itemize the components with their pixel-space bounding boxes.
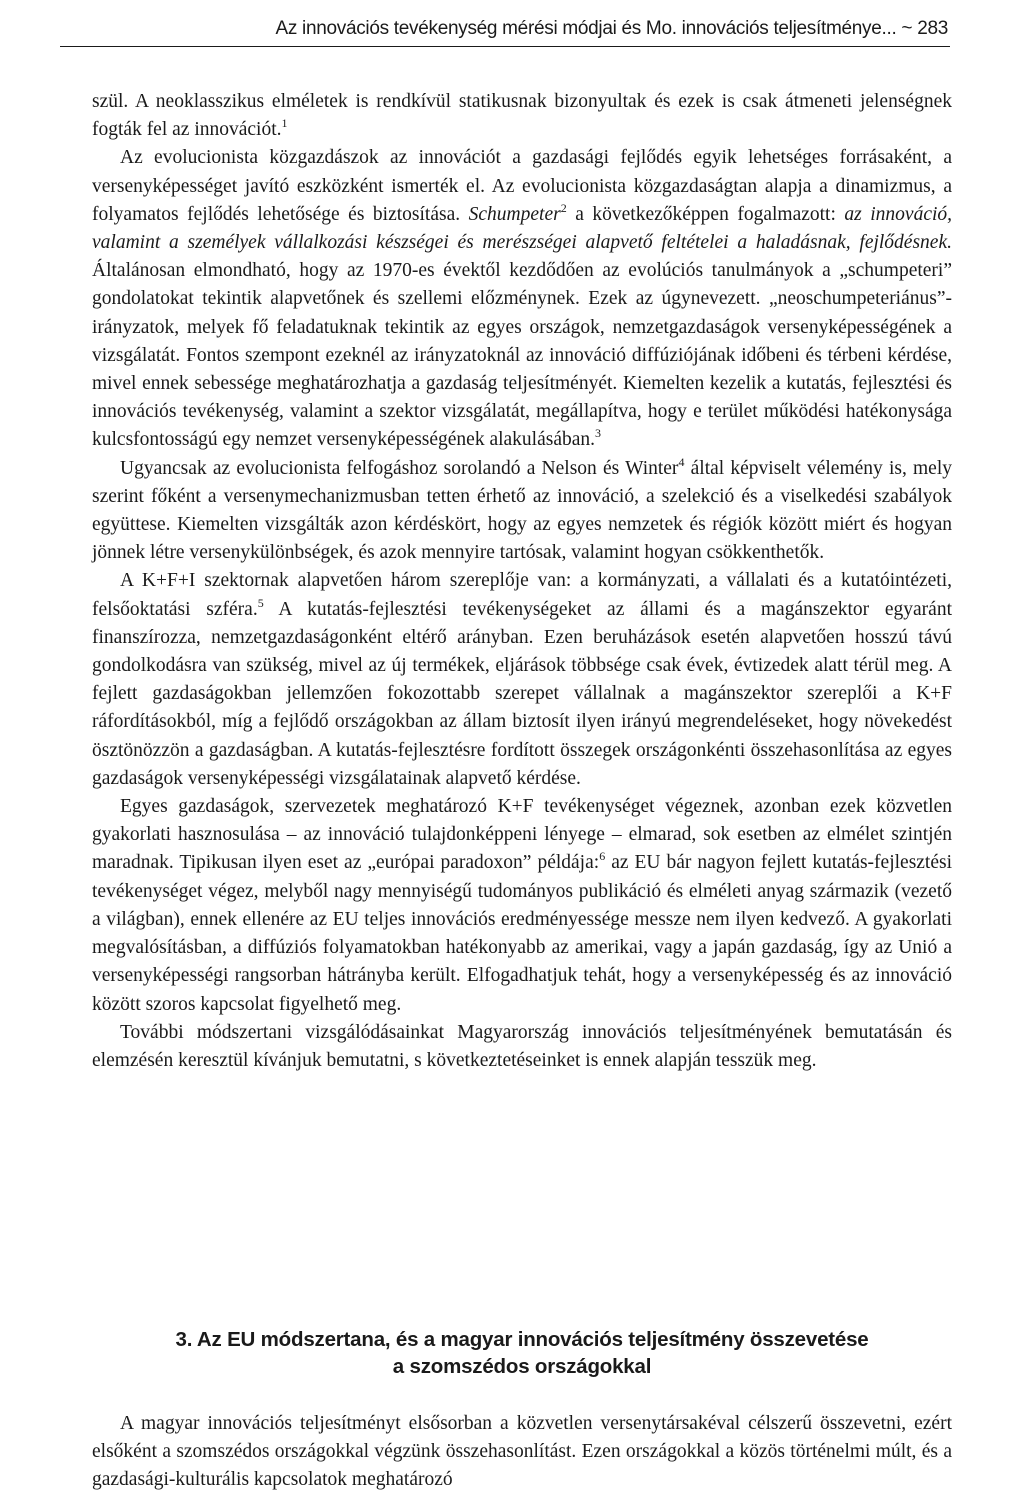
header-rule bbox=[60, 46, 950, 47]
paragraph-2 bbox=[92, 144, 952, 454]
running-header bbox=[60, 18, 948, 40]
paragraph-1 bbox=[92, 88, 952, 144]
author-schumpeter: Schumpeter bbox=[468, 203, 561, 225]
page-number: 283 bbox=[917, 18, 948, 39]
paragraph-2-text-b: a következőképpen fogalmazott: bbox=[575, 203, 836, 225]
section-heading-line-2: a szomszédos országokkal bbox=[392, 1355, 652, 1378]
paragraph-4-text-b: A kutatás-fejlesztési tevékenységeket az állami és a magánszektor egyaránt finanszírozza, nemzetgazdaságonként eltérő arányban. Ezen beruházások esetén alapvetően hosszú távú gondolkodásra van szükség, mivel az új termékek, eljárások többsége csak évek, évtizedek alatt térül meg. A fejlett gazdaságokban jellemzően fokozottabb szerepet vállalnak a magánszektor szereplői a K+F ráfordításokból, míg a fejlődő országokban az állam biztosít ilyen irányú megrendeléseket, hogy növekedést ösztönözzön a gazdaságban. A kutatás-fejlesztésre fordított összegek országonkénti összehasonlítása az egyes gazdaságok versenyképességi vizsgálatainak alapvető kérdése. bbox=[92, 598, 953, 789]
paragraph-4 bbox=[92, 567, 952, 793]
footnote-ref-1: 1 bbox=[281, 116, 288, 131]
paragraph-5-text-b: az EU bár nagyon fejlett kutatás-fejlesztési tevékenységet végez, melyből nagy mennyiségű tudományos publikáció és elméleti anyag származik (vezető a világban), ennek ellenére az EU teljes innovációs eredményessége messze nem ilyen kedvező. A gyakorlati megvalósításban, a diffúziós folyamatokban hatékonyabb az amerikai, vagy a japán gazdaság, így az Unió a versenyképességi rangsorban hátrányba került. Elfogadhatjuk tehát, hogy a versenyképesség és az innováció között szoros kapcsolat figyelhető meg. bbox=[92, 852, 953, 1015]
paragraph-7: A magyar innovációs teljesítményt elsősorban a közvetlen versenytársakéval célszerű összevetni, ezért elsőként a szomszédos országokkal végzünk összehasonlítást. Ezen országokkal a közös történelmi múlt, és a gazdasági-kulturális kapcsolatok meghatározó bbox=[92, 1413, 952, 1491]
paragraph-5-text-a: Egyes gazdaságok, szervezetek meghatározó K+F tevékenységet végeznek, azonban ezek közvetlen gyakorlati hasznosulása – az innováció tulajdonképpeni lényege – elmarad, sok esetben az elmélet szintjén maradnak. Tipikusan ilyen eset az „európai paradoxon” példája: bbox=[92, 796, 952, 874]
paragraph-6: További módszertani vizsgálódásainkat Magyarország innovációs teljesítményének bemutatásán és elemzésén keresztül kívánjuk bemutatni, s következtetéseinket is ennek alapján tesszük meg. bbox=[92, 1021, 952, 1071]
paragraph-4-text-a: A K+F+I szektornak alapvetően három szereplője van: a kormányzati, a vállalati és a kutatóintézeti, felsőoktatási szféra. bbox=[92, 570, 952, 620]
section-body bbox=[92, 1410, 952, 1495]
paragraph-3-text-a: Ugyancsak az evolucionista felfogáshoz sorolandó a Nelson és Winter bbox=[120, 457, 679, 479]
paragraph-3-text-b: által képviselt vélemény is, mely szerint főként a versenymechanizmusban tetten érhető az innováció, a szelekció és a viselkedési szabályok együttese. Kiemelten vizsgálták azon kérdéskört, hogy az egyes nemzetek és régiók között miért és hogyan jönnek létre versenykülönbségek, és azok mennyire tartósak, valamint hogyan csökkenthetők. bbox=[92, 457, 953, 564]
schumpeter-quote: az innováció, valamint a személyek vállalkozási készségei és merészségei alapvető feltételei a haladásnak, fejlődésnek. bbox=[92, 203, 953, 254]
paragraph-3 bbox=[92, 455, 952, 568]
footnote-ref-3: 3 bbox=[595, 426, 602, 441]
section-heading-line-1: 3. Az EU módszertana, és a magyar innovációs teljesítmény összevetése bbox=[175, 1328, 869, 1351]
footnote-ref-4: 4 bbox=[678, 454, 685, 469]
footnote-ref-2: 2 bbox=[560, 200, 567, 215]
header-separator: ~ bbox=[901, 18, 913, 39]
paragraph-1-text: szül. A neoklasszikus elméletek is rendkívül statikusnak bizonyultak és ezek is csak átmeneti jelenségnek fogták fel az innovációt. bbox=[92, 91, 952, 141]
running-title: Az innovációs tevékenység mérési módjai és Mo. innovációs teljesítménye... bbox=[275, 18, 897, 39]
paragraph-2-text-a: Az evolucionista közgazdászok az innovációt a gazdasági fejlődés egyik lehetséges forrásaként, a versenyképességet javító eszközként ismerték el. Az evolucionista közgazdaságtan alapja a dinamizmus, a folyamatos fejlődés lehetősége és biztosítása. bbox=[92, 147, 952, 225]
paragraph-5 bbox=[92, 793, 952, 1019]
section-heading bbox=[92, 1326, 952, 1380]
footnote-ref-5: 5 bbox=[257, 595, 264, 610]
paragraph-2-text-c: Általánosan elmondható, hogy az 1970-es évektől kezdődően az evolúciós tanulmányok a „schumpeteri” gondolatokat tekintik alapvetőnek és szellemi előzménynek. Ezek az úgynevezett. „neoschumpeteriánus”-irányzatok, melyek fő feladatuknak tekintik az egyes országok, nemzetgazdaságok versenyképességének a vizsgálatát. Fontos szempont ezeknél az irányzatoknál az innováció diffúziójának időbeni és térbeni kérdése, mivel ennek sebessége meghatározhatja a gazdaság teljesítményét. Kiemelten kezelik a kutatás, fejlesztési és innovációs tevékenység, valamint a szektor vizsgálatát, megállapítva, hogy e terület működési hatékonysága kulcsfontosságú egy nemzet versenyképességének alakulásában. bbox=[92, 260, 952, 451]
footnote-ref-6: 6 bbox=[599, 849, 606, 864]
body-text bbox=[92, 88, 952, 1075]
